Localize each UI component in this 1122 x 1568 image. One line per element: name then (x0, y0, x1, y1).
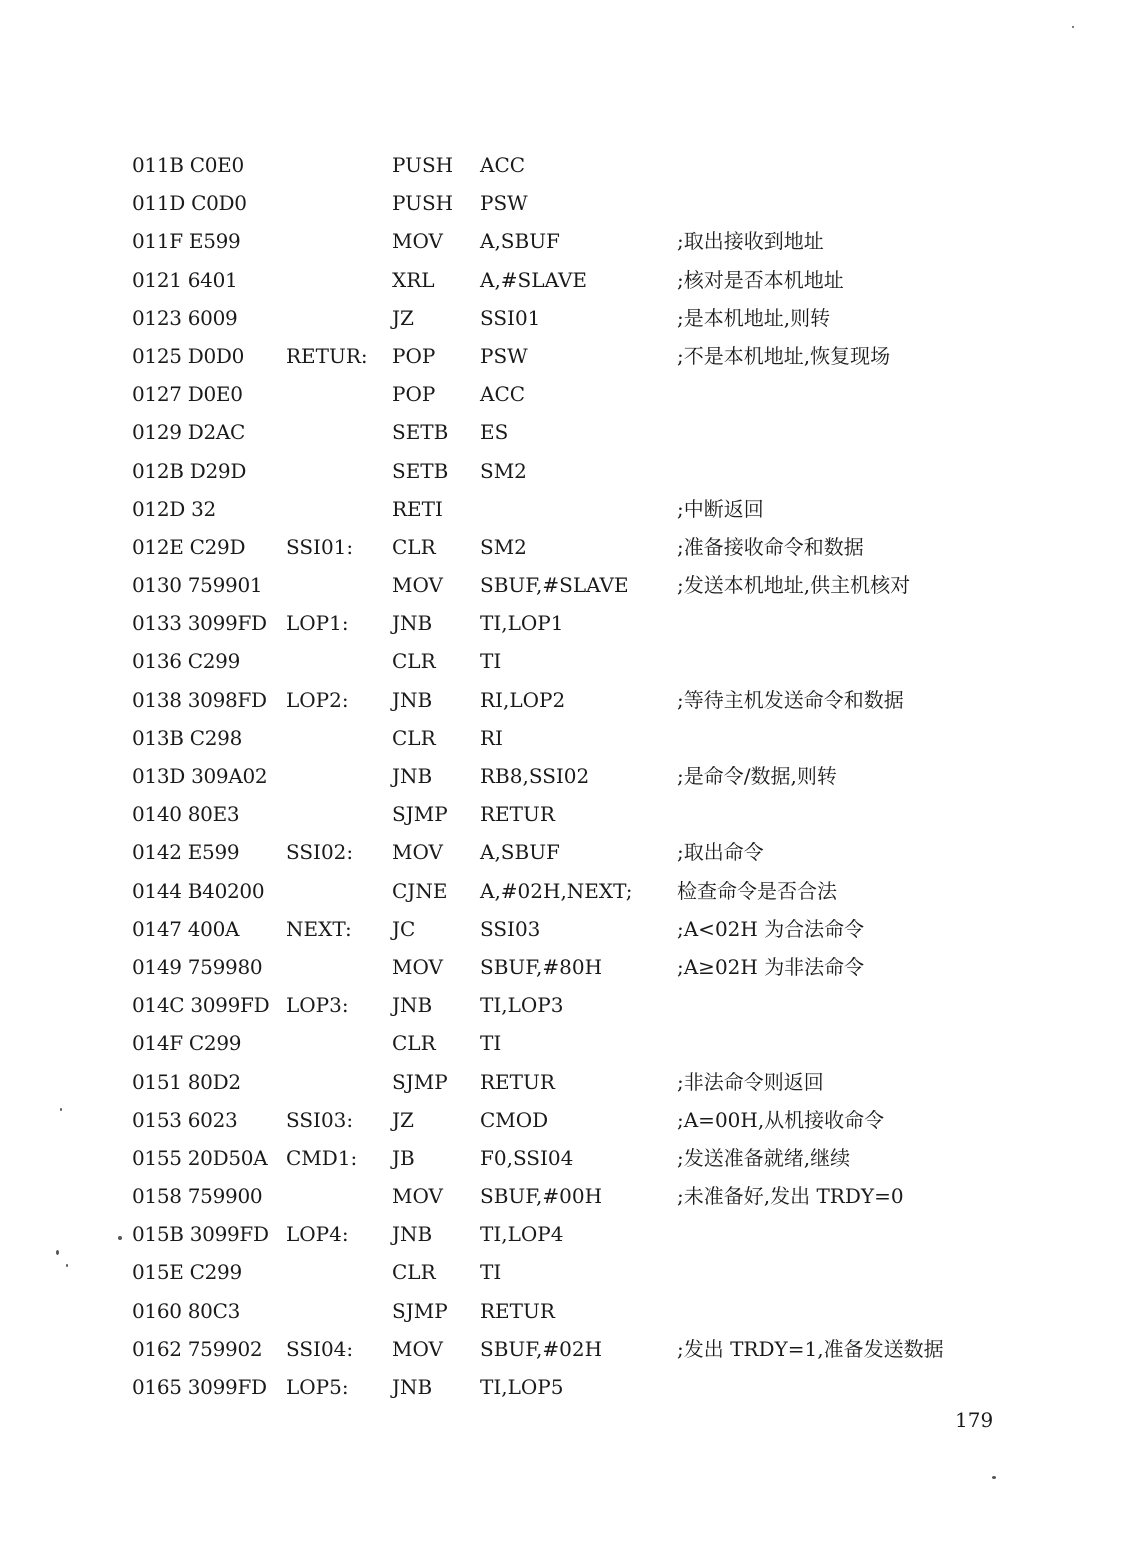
address-code: 0133 3099FD (132, 611, 267, 636)
listing-row (132, 757, 1032, 795)
assembly-listing (132, 146, 1032, 1406)
address-code: 0153 6023 (132, 1107, 238, 1132)
comment: 检查命令是否合法 (677, 878, 837, 903)
opcode: JZ (392, 305, 414, 330)
address-code: 0121 6401 (132, 267, 238, 292)
listing-row (132, 337, 1032, 375)
listing-row (132, 299, 1032, 337)
opcode: POP (392, 382, 436, 407)
scan-speck (66, 1264, 68, 1267)
operand: A,SBUF (480, 229, 560, 254)
address-code: 0155 20D50A (132, 1145, 268, 1170)
listing-row (132, 948, 1032, 986)
listing-row (132, 146, 1032, 184)
label: LOP1: (286, 611, 349, 636)
listing-row (132, 1292, 1032, 1330)
comment: ;准备接收命令和数据 (677, 534, 864, 559)
listing-row (132, 986, 1032, 1024)
operand: PSW (480, 343, 528, 368)
comment: ;A=00H,从机接收命令 (677, 1107, 885, 1132)
operand: A,#02H,NEXT; (480, 878, 633, 903)
operand: TI,LOP1 (480, 611, 564, 636)
scan-speck (56, 1250, 59, 1255)
listing-row (132, 1024, 1032, 1062)
opcode: SJMP (392, 802, 448, 827)
comment: ;核对是否本机地址 (677, 267, 844, 292)
opcode: POP (392, 343, 436, 368)
address-code: 012B D29D (132, 458, 247, 483)
label: RETUR: (286, 343, 368, 368)
operand: A,SBUF (480, 840, 560, 865)
address-code: 012E C29D (132, 534, 246, 559)
address-code: 0165 3099FD (132, 1375, 267, 1399)
listing-row (132, 1177, 1032, 1215)
opcode: SJMP (392, 1069, 448, 1094)
operand: TI,LOP4 (480, 1222, 564, 1247)
operand: SBUF,#02H (480, 1336, 603, 1361)
comment: ;发送本机地址,供主机核对 (677, 573, 911, 598)
operand: CMOD (480, 1107, 549, 1132)
opcode: JNB (392, 611, 433, 636)
label: LOP4: (286, 1222, 349, 1247)
comment: ;发送准备就绪,继续 (677, 1145, 851, 1170)
listing-row (132, 1063, 1032, 1101)
scan-speck (118, 1236, 122, 1240)
operand: TI (480, 1260, 502, 1285)
address-code: 011D C0D0 (132, 191, 247, 216)
opcode: CJNE (392, 878, 448, 903)
listing-row (132, 222, 1032, 260)
listing-row (132, 375, 1032, 413)
address-code: 0142 E599 (132, 840, 240, 865)
opcode: JZ (392, 1107, 414, 1132)
operand: SBUF,#SLAVE (480, 573, 629, 598)
label: SSI04: (286, 1336, 354, 1361)
listing-row (132, 910, 1032, 948)
operand: RETUR (480, 1298, 555, 1323)
address-code: 0144 B40200 (132, 878, 265, 903)
listing-row (132, 184, 1032, 222)
opcode: CLR (392, 1260, 436, 1285)
comment: ;是本机地址,则转 (677, 305, 831, 330)
label: LOP3: (286, 993, 349, 1018)
opcode: JNB (392, 764, 433, 788)
listing-row (132, 1368, 1032, 1406)
operand: TI (480, 649, 502, 674)
address-code: 0127 D0E0 (132, 382, 243, 407)
opcode: XRL (392, 267, 435, 292)
operand: SBUF,#00H (480, 1184, 603, 1209)
operand: TI (480, 1031, 502, 1056)
scan-speck (1072, 26, 1074, 28)
listing-row (132, 719, 1032, 757)
address-code: 0129 D2AC (132, 420, 246, 445)
listing-row (132, 1215, 1032, 1253)
listing-row (132, 261, 1032, 299)
listing-row (132, 642, 1032, 680)
opcode: JNB (392, 1222, 433, 1247)
operand: ACC (480, 382, 526, 407)
comment: ;非法命令则返回 (677, 1069, 824, 1094)
address-code: 0160 80C3 (132, 1298, 241, 1323)
address-code: 0162 759902 (132, 1336, 263, 1361)
operand: RI (480, 725, 503, 750)
address-code: 0149 759980 (132, 954, 263, 979)
opcode: CLR (392, 534, 436, 559)
operand: RB8,SSI02 (480, 764, 590, 788)
listing-row (132, 795, 1032, 833)
address-code: 0158 759900 (132, 1184, 263, 1209)
opcode: MOV (392, 229, 443, 254)
address-code: 011F E599 (132, 229, 241, 254)
opcode: SJMP (392, 1298, 448, 1323)
comment: ;不是本机地址,恢复现场 (677, 343, 891, 368)
listing-row (132, 833, 1032, 871)
label: NEXT: (286, 916, 352, 941)
opcode: JNB (392, 1375, 433, 1399)
operand: SSI03 (480, 916, 541, 941)
opcode: SETB (392, 420, 449, 445)
comment: ;等待主机发送命令和数据 (677, 687, 904, 712)
opcode: CLR (392, 725, 436, 750)
address-code: 014F C299 (132, 1031, 242, 1056)
label: SSI03: (286, 1107, 354, 1132)
comment: ;A<02H 为合法命令 (677, 916, 865, 941)
label: SSI02: (286, 840, 354, 865)
comment: ;是命令/数据,则转 (677, 764, 837, 788)
listing-row (132, 872, 1032, 910)
label: SSI01: (286, 534, 354, 559)
opcode: MOV (392, 1184, 443, 1209)
comment: ;A≥02H 为非法命令 (677, 954, 865, 979)
operand: SM2 (480, 534, 527, 559)
address-code: 0125 D0D0 (132, 343, 245, 368)
listing-row (132, 681, 1032, 719)
comment: ;发出 TRDY=1,准备发送数据 (677, 1336, 944, 1361)
address-code: 014C 3099FD (132, 993, 270, 1018)
opcode: JNB (392, 993, 433, 1018)
listing-row (132, 413, 1032, 451)
listing-row (132, 490, 1032, 528)
address-code: 013B C298 (132, 725, 243, 750)
operand: SM2 (480, 458, 527, 483)
opcode: MOV (392, 1336, 443, 1361)
address-code: 0130 759901 (132, 573, 263, 598)
page-number: 179 (955, 1408, 994, 1432)
opcode: RETI (392, 496, 443, 521)
listing-row (132, 528, 1032, 566)
opcode: PUSH (392, 191, 454, 216)
operand: SBUF,#80H (480, 954, 603, 979)
operand: F0,SSI04 (480, 1145, 574, 1170)
scan-speck (60, 1108, 62, 1111)
label: LOP2: (286, 687, 349, 712)
address-code: 012D 32 (132, 496, 216, 521)
opcode: JC (392, 916, 416, 941)
address-code: 0136 C299 (132, 649, 241, 674)
listing-row (132, 566, 1032, 604)
comment: ;取出命令 (677, 840, 764, 865)
address-code: 0138 3098FD (132, 687, 267, 712)
opcode: JNB (392, 687, 433, 712)
listing-row (132, 604, 1032, 642)
operand: TI,LOP3 (480, 993, 564, 1018)
opcode: SETB (392, 458, 449, 483)
listing-row (132, 1253, 1032, 1291)
address-code: 015B 3099FD (132, 1222, 269, 1247)
operand: ES (480, 420, 509, 445)
address-code: 013D 309A02 (132, 764, 268, 788)
opcode: CLR (392, 1031, 436, 1056)
label: LOP5: (286, 1375, 349, 1399)
scan-speck (992, 1476, 996, 1479)
operand: RI,LOP2 (480, 687, 566, 712)
operand: SSI01 (480, 305, 541, 330)
operand: PSW (480, 191, 528, 216)
listing-row (132, 1330, 1032, 1368)
opcode: CLR (392, 649, 436, 674)
opcode: MOV (392, 573, 443, 598)
comment: ;未准备好,发出 TRDY=0 (677, 1184, 904, 1209)
listing-row (132, 452, 1032, 490)
listing-row (132, 1139, 1032, 1177)
listing-row (132, 1101, 1032, 1139)
address-code: 011B C0E0 (132, 153, 244, 177)
label: CMD1: (286, 1145, 358, 1170)
address-code: 0123 6009 (132, 305, 238, 330)
address-code: 0147 400A (132, 916, 240, 941)
address-code: 0140 80E3 (132, 802, 240, 827)
address-code: 0151 80D2 (132, 1069, 241, 1094)
opcode: PUSH (392, 153, 454, 177)
address-code: 015E C299 (132, 1260, 242, 1285)
opcode: MOV (392, 954, 443, 979)
operand: A,#SLAVE (480, 267, 588, 292)
comment: ;中断返回 (677, 496, 764, 521)
operand: RETUR (480, 802, 555, 827)
operand: ACC (480, 153, 526, 177)
comment: ;取出接收到地址 (677, 229, 824, 254)
opcode: MOV (392, 840, 443, 865)
operand: RETUR (480, 1069, 555, 1094)
opcode: JB (392, 1145, 415, 1170)
operand: TI,LOP5 (480, 1375, 564, 1399)
